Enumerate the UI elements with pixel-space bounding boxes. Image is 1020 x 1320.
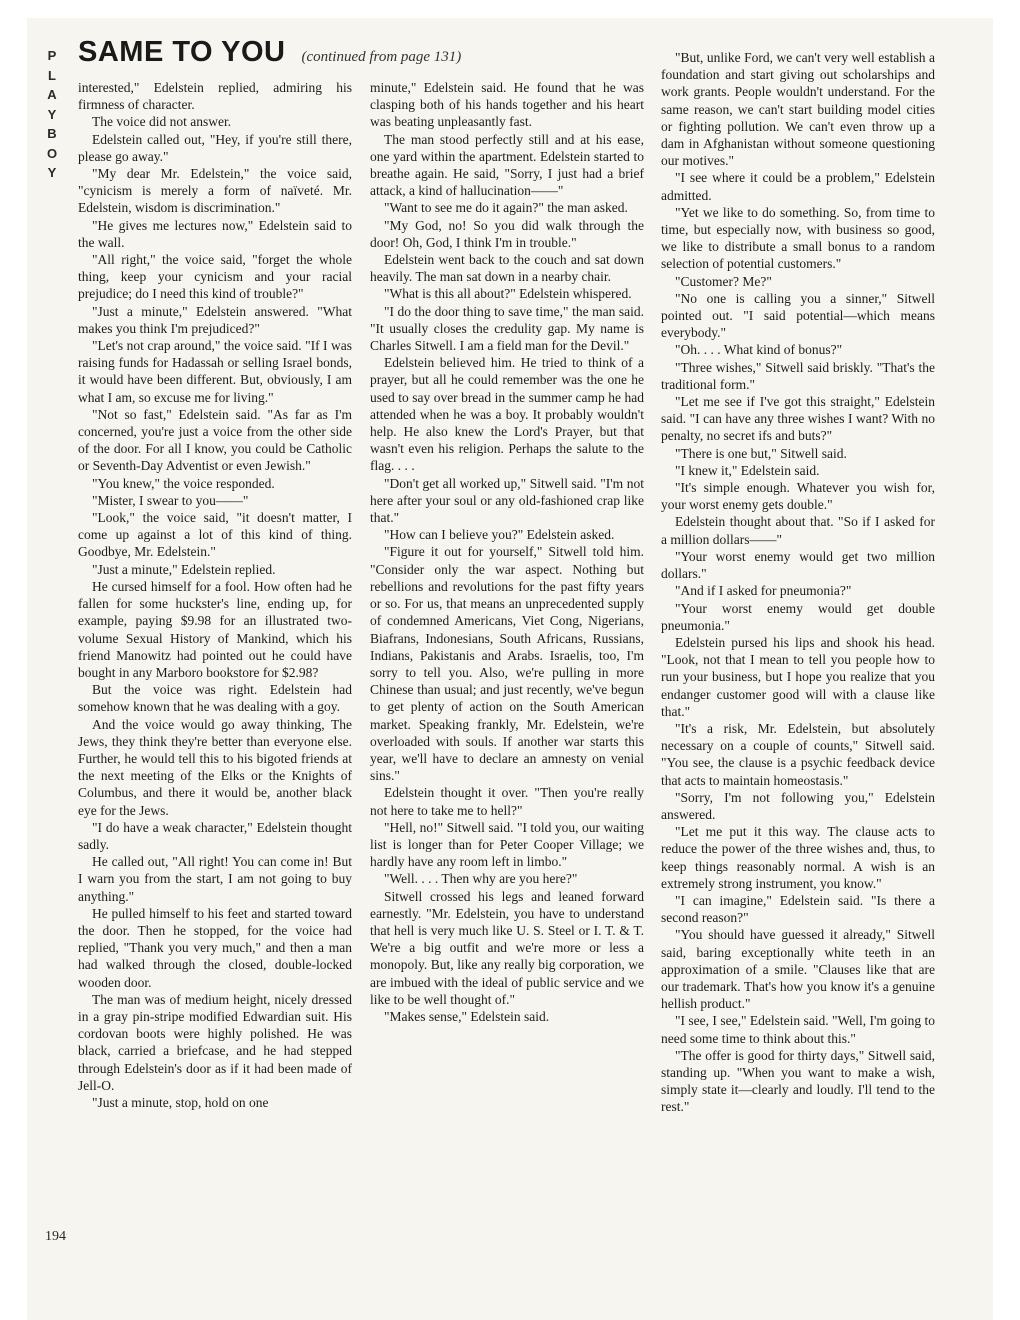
paragraph: "You should have guessed it already," Sitwell said, baring exceptionally white teeth in an approximation of a smile. "Clauses like that are our trademark. That's how you know it's a genuine hellish product.": [661, 927, 935, 1012]
paragraph: "My dear Mr. Edelstein," the voice said, "cynicism is merely a form of naïveté. Mr. Edelstein, wisdom is discrimination.": [78, 166, 352, 216]
paragraph: "I see, I see," Edelstein said. "Well, I'm going to need some time to think about this.": [661, 1013, 935, 1046]
paragraph: "Three wishes," Sitwell said briskly. "That's the traditional form.": [661, 359, 935, 392]
story-header: [78, 36, 461, 69]
paragraph: "How can I believe you?" Edelstein asked.: [384, 527, 615, 543]
paragraph: "I see where it could be a problem," Edelstein admitted.: [661, 170, 935, 203]
paragraph: "Customer? Me?": [675, 273, 772, 289]
paragraph: Edelstein believed him. He tried to think of a prayer, but all he could remember was the one he used to say over bread in the summer camp he had attended when he was a boy. It probably wouldn't help. He also knew the Lord's Prayer, but that wasn't even his religion. Perhaps the salute to the flag. . . .: [370, 355, 644, 474]
paragraph: "Look," the voice said, "it doesn't matter, I come up against a lot of this kind of thing. Goodbye, Mr. Edelstein.": [78, 510, 352, 560]
paragraph: Edelstein went back to the couch and sat down heavily. The man sat down in a nearby chair.: [370, 252, 644, 285]
paragraph: "No one is calling you a sinner," Sitwell pointed out. "I said potential—which means everybody.": [661, 290, 935, 341]
paragraph: "It's a risk, Mr. Edelstein, but absolutely necessary on a couple of counts," Sitwell said. "You see, the clause is a psychic feedback device that acts to maintain homeostasis.": [661, 720, 935, 788]
paragraph: "Figure it out for yourself," Sitwell told him. "Consider only the war aspect. Nothing but rebellions and revolutions for the past fifty years or so. For us, that means an unprecedented supply of condemned Americans, Viet Cong, Nigerians, Biafrans, Indonesians, South Africans, Russians, Indians, Pakistanis and Arabs. Israelis, too, I'm sorry to tell you. Also, we're pulling in more Chinese than usual; and just recently, we've begun to get plenty of action on the South American market. Speaking frankly, Mr. Edelstein, we're overloaded with souls. If another war starts this year, we'll have to declare an amnesty on venial sins.": [370, 544, 644, 784]
paragraph: He pulled himself to his feet and started toward the door. Then he stopped, for the voice had replied, "Thank you very much," and then a man had walked through the closed, double-locked wooden door.: [78, 905, 352, 990]
paragraph: minute," Edelstein said. He found that he was clasping both of his hands together and his heart was beating unpleasantly fast.: [370, 80, 644, 130]
paragraph: "The offer is good for thirty days," Sitwell said, standing up. "When you want to make a wish, simply state it—clearly and loudly. I'll tend to the rest.": [661, 1047, 935, 1115]
paragraph: "Your worst enemy would get double pneumonia.": [661, 600, 935, 633]
paragraph: "Let me see if I've got this straight," Edelstein said. "I can have any three wishes I want? With no penalty, no secret ifs and buts?": [661, 394, 935, 444]
magazine-letter: Y: [47, 165, 57, 180]
magazine-letter: Y: [47, 106, 57, 122]
paragraph: "Just a minute, stop, hold on one: [92, 1094, 269, 1110]
paragraph: "You knew," the voice responded.: [92, 475, 275, 491]
paragraph: "And if I asked for pneumonia?": [675, 583, 852, 599]
paragraph: "Let me put it this way. The clause acts to reduce the power of the three wishes and, thus, to keep things reasonably normal. A wish is an extremely strong instrument, you know.": [661, 824, 935, 891]
paragraph: "My God, no! So you did walk through the door! Oh, God, I think I'm in trouble.": [370, 217, 644, 250]
paragraph: "But, unlike Ford, we can't very well establish a foundation and start giving out scholarships and work grants. People wouldn't understand. For the same reason, we can't start building model cities or fighting pollution. We can't even throw up a dam in Afghanistan without someone questioning our motives.": [661, 50, 935, 169]
paragraph: "All right," the voice said, "forget the whole thing, keep your cynicism and your racial prejudice; do I need this kind of trouble?": [78, 252, 352, 302]
magazine-letter: P: [47, 48, 57, 63]
paragraph: And the voice would go away thinking, The Jews, they think they're better than everyone else. Further, he would tell this to his bigoted friends at the next meeting of the Elks or the Knights of Columbus, and there it would be, another black eye for the Jews.: [78, 716, 352, 818]
paragraph: "I do the door thing to save time," the man said. "It usually closes the credulity gap. My name is Charles Sitwell. I am a field man for the Devil.": [370, 303, 644, 354]
magazine-letter: B: [47, 126, 57, 141]
text-column-3: [661, 49, 935, 1116]
paragraph: "Well. . . . Then why are you here?": [384, 871, 578, 887]
paragraph: Edelstein pursed his lips and shook his head. "Look, not that I mean to tell you people how to run your business, but I hope you realize that you endanger customer good will with a clause like that.": [661, 634, 935, 719]
magazine-page: [27, 18, 993, 1320]
continued-note: (continued from page 131): [301, 49, 462, 65]
paragraph: "Yet we like to do something. So, from time to time, but especially now, with business so good, we like to distribute a small bonus to a random selection of potential customers.": [661, 204, 935, 272]
paragraph: "There is one but," Sitwell said.: [675, 445, 847, 461]
paragraph: "Just a minute," Edelstein replied.: [92, 561, 276, 577]
paragraph: "Not so fast," Edelstein said. "As far as I'm concerned, you're just a voice from the other side of the door. For all I know, you could be Catholic or Seventh-Day Adventist or even Jewish.": [78, 406, 352, 474]
paragraph: "I knew it," Edelstein said.: [675, 462, 820, 478]
paragraph: Edelstein thought it over. "Then you're really not here to take me to hell?": [370, 785, 644, 818]
paragraph: But the voice was right. Edelstein had somehow known that he was dealing with a goy.: [78, 682, 352, 715]
paragraph: "Hell, no!" Sitwell said. "I told you, our waiting list is longer than for Peter Cooper Village; we hardly have any room left in limbo.": [370, 819, 644, 870]
paragraph: He cursed himself for a fool. How often had he fallen for some huckster's line, ending up, for example, paying $9.98 for an illustrated two-volume Sexual History of Mankind, which his friend Manowitz had pointed out he could have bought in any Marboro bookstore for $2.98?: [78, 578, 352, 680]
page-number: 194: [45, 1229, 66, 1244]
paragraph: "Sorry, I'm not following you," Edelstein answered.: [661, 789, 935, 822]
paragraph: "Your worst enemy would get two million dollars.": [661, 548, 935, 582]
paragraph: "Just a minute," Edelstein answered. "What makes you think I'm prejudiced?": [78, 303, 352, 336]
paragraph: "I can imagine," Edelstein said. "Is there a second reason?": [661, 892, 935, 926]
magazine-letter: L: [48, 67, 56, 83]
magazine-name-vertical: [41, 46, 63, 183]
paragraph: "What is this all about?" Edelstein whispered.: [384, 286, 632, 302]
paragraph: "Oh. . . . What kind of bonus?": [675, 342, 843, 358]
story-title: SAME TO YOU: [78, 36, 286, 68]
text-column-1: [78, 79, 352, 1111]
paragraph: "It's simple enough. Whatever you wish for, your worst enemy gets double.": [661, 480, 935, 513]
paragraph: The man stood perfectly still and at his ease, one yard within the apartment. Edelstein started to breathe again. He said, "Sorry, I just had a brief attack, a kind of hallucination——": [370, 131, 644, 199]
paragraph: "I do have a weak character," Edelstein thought sadly.: [78, 819, 352, 852]
paragraph: "Mister, I swear to you——": [92, 492, 249, 508]
paragraph: interested," Edelstein replied, admiring his firmness of character.: [78, 80, 352, 113]
paragraph: "Don't get all worked up," Sitwell said. "I'm not here after your soul or any old-fashioned crap like that.": [370, 475, 644, 526]
magazine-letter: O: [46, 145, 58, 161]
paragraph: Edelstein called out, "Hey, if you're still there, please go away.": [78, 131, 352, 164]
paragraph: Edelstein thought about that. "So if I asked for a million dollars——": [661, 514, 935, 547]
paragraph: The voice did not answer.: [92, 114, 232, 130]
paragraph: "Makes sense," Edelstein said.: [384, 1008, 550, 1024]
paragraph: He called out, "All right! You can come in! But I warn you from the start, I am not going to buy anything.": [78, 854, 352, 904]
paragraph: Sitwell crossed his legs and leaned forward earnestly. "Mr. Edelstein, you have to understand that hell is very much like U. S. Steel or I. T. & T. We're a big outfit and we're more or less a monopoly. But, like any really big corporation, we are imbued with the ideal of public service and we like to be well thought of.": [370, 888, 644, 1007]
text-column-2: [370, 79, 644, 1025]
magazine-letter: A: [47, 87, 57, 102]
paragraph: "He gives me lectures now," Edelstein said to the wall.: [78, 217, 352, 250]
paragraph: "Want to see me do it again?" the man asked.: [384, 200, 628, 216]
paragraph: The man was of medium height, nicely dressed in a gray pin-stripe modified Edwardian suit. His cordovan boots were highly polished. He was black, carried a briefcase, and he had stepped through Edelstein's door as if it had been made of Jell-O.: [78, 991, 352, 1093]
paragraph: "Let's not crap around," the voice said. "If I was raising funds for Hadassah or selling Israel bonds, it would have been different. But, obviously, I am what I am, so excuse me for living.": [78, 338, 352, 405]
